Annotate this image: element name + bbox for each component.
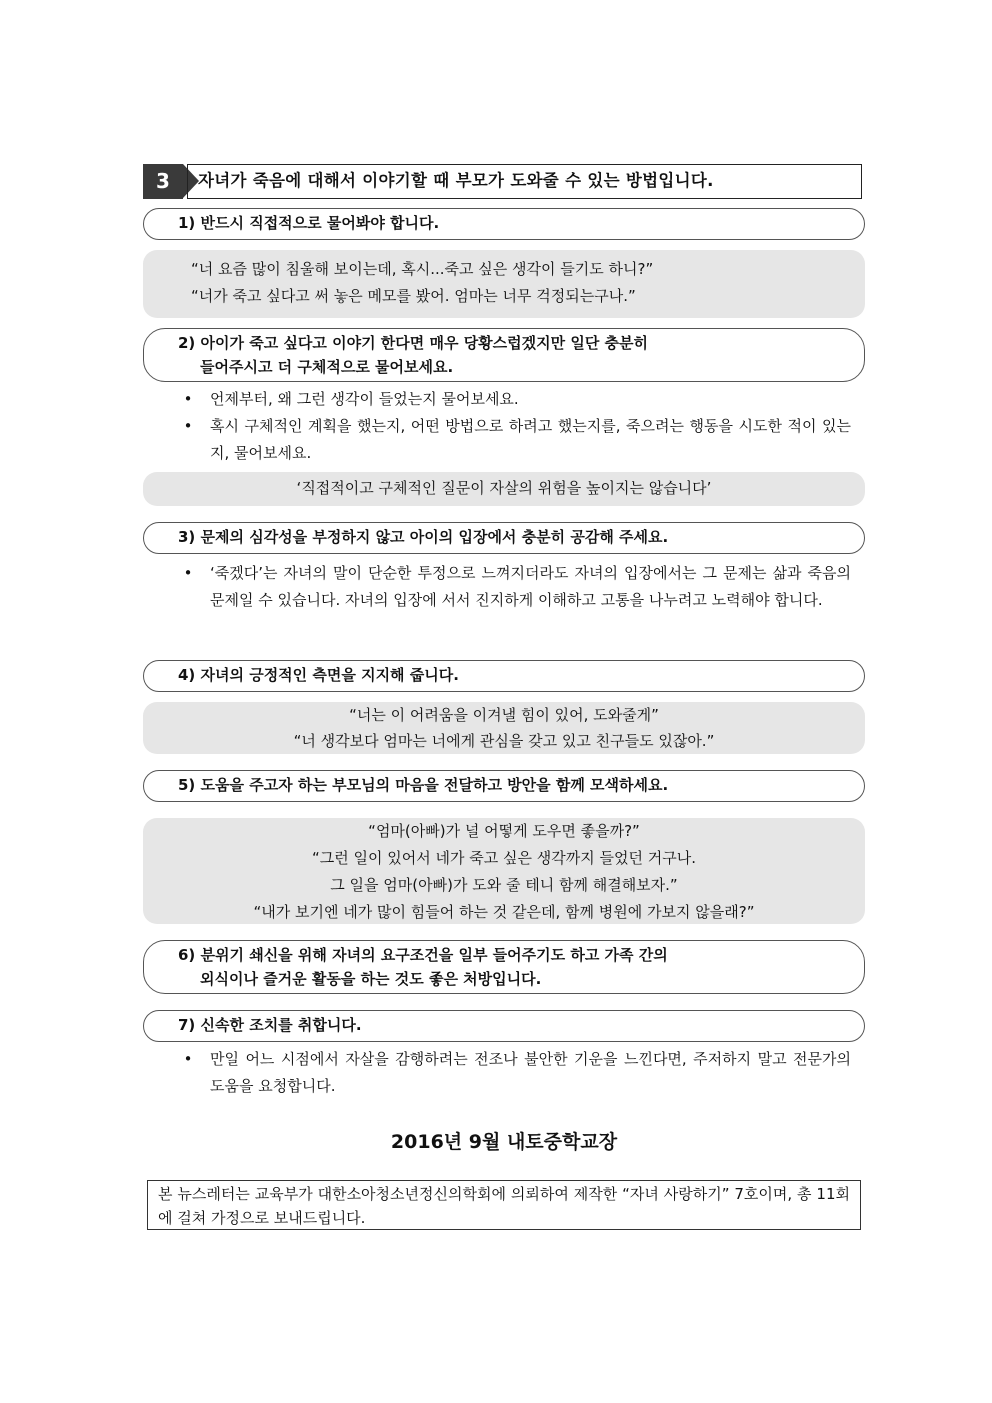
notice-box: 본 뉴스레터는 교육부가 대한소아청소년정신의학회에 의뢰하여 제작한 “자녀 사랑하기” 7호이며, 총 11회에 걸쳐 가정으로 보내드립니다. xyxy=(147,1180,861,1230)
item-heading-line: 들어주시고 더 구체적으로 물어보세요. xyxy=(200,358,454,376)
section-header xyxy=(143,164,862,199)
bullet-list-3 xyxy=(183,560,851,614)
quote-box-1 xyxy=(143,250,865,318)
item-heading-line: 외식이나 즐거운 활동을 하는 것도 좋은 처방입니다. xyxy=(200,970,542,988)
note-text: ‘직접적이고 구체적인 질문이 자살의 위험을 높이지는 않습니다’ xyxy=(296,479,712,497)
bullet-text: ‘죽겠다’는 자녀의 말이 단순한 투정으로 느껴지더라도 자녀의 입장에서는 그 문제는 삶과 죽음의 문제일 수 있습니다. 자녀의 입장에 서서 진지하게 이해하고 고통을 나누려고 노력해야 합니다. xyxy=(210,564,851,609)
item-heading-7: 7) 신속한 조치를 취합니다. xyxy=(143,1010,865,1042)
quote-line: “내가 보기엔 네가 많이 힘들어 하는 것 같은데, 함께 병원에 가보지 않을래?” xyxy=(253,903,755,921)
item-heading-6 xyxy=(143,940,865,994)
list-item xyxy=(183,413,851,467)
quote-line: “그런 일이 있어서 네가 죽고 싶은 생각까지 들었던 거구나. xyxy=(312,849,696,867)
item-heading-2 xyxy=(143,328,865,382)
item-heading-line: 2) 아이가 죽고 싶다고 이야기 한다면 매우 당황스럽겠지만 일단 충분히 xyxy=(178,334,649,352)
bullet-text: 언제부터, 왜 그런 생각이 들었는지 물어보세요. xyxy=(210,390,519,408)
bullet-text: 만일 어느 시점에서 자살을 감행하려는 전조나 불안한 기운을 느낀다면, 주저하지 말고 전문가의 도움을 요청합니다. xyxy=(210,1050,851,1095)
note-box-2 xyxy=(143,472,865,506)
bullet-list-7 xyxy=(183,1046,851,1100)
bullet-icon: • xyxy=(183,564,193,582)
bullet-list-2 xyxy=(183,386,851,467)
quote-line: “너가 죽고 싶다고 써 놓은 메모를 봤어. 엄마는 너무 걱정되는구나.” xyxy=(191,287,636,305)
footer-title: 2016년 9월 내토중학교장 xyxy=(390,1131,618,1153)
quote-line: 그 일을 엄마(아빠)가 도와 줄 테니 함께 해결해보자.” xyxy=(330,876,678,894)
item-heading-3: 3) 문제의 심각성을 부정하지 않고 아이의 입장에서 충분히 공감해 주세요. xyxy=(143,522,865,554)
quote-box-4 xyxy=(143,702,865,754)
list-item xyxy=(183,1046,851,1100)
quote-line: “엄마(아빠)가 널 어떻게 도우면 좋을까?” xyxy=(368,822,640,840)
item-heading-5: 5) 도움을 주고자 하는 부모님의 마음을 전달하고 방안을 함께 모색하세요. xyxy=(143,770,865,802)
section-title: 자녀가 죽음에 대해서 이야기할 때 부모가 도와줄 수 있는 방법입니다. xyxy=(187,164,862,199)
item-heading-4: 4) 자녀의 긍정적인 측면을 지지해 줍니다. xyxy=(143,660,865,692)
quote-line: “너 생각보다 엄마는 너에게 관심을 갖고 있고 친구들도 있잖아.” xyxy=(293,732,715,750)
item-heading-1: 1) 반드시 직접적으로 물어봐야 합니다. xyxy=(143,208,865,240)
quote-box-5 xyxy=(143,818,865,924)
item-heading-line: 6) 분위기 쇄신을 위해 자녀의 요구조건을 일부 들어주기도 하고 가족 간의 xyxy=(178,946,668,964)
bullet-text: 혹시 구체적인 계획을 했는지, 어떤 방법으로 하려고 했는지를, 죽으려는 행동을 시도한 적이 있는지, 물어보세요. xyxy=(210,417,851,462)
bullet-icon: • xyxy=(183,417,193,435)
quote-line: “너 요즘 많이 침울해 보이는데, 혹시...죽고 싶은 생각이 들기도 하니?” xyxy=(191,260,654,278)
bullet-icon: • xyxy=(183,1050,193,1068)
list-item xyxy=(183,560,851,614)
list-item xyxy=(183,386,851,413)
section-number: 3 xyxy=(143,164,183,199)
bullet-icon: • xyxy=(183,390,193,408)
quote-line: “너는 이 어려움을 이겨낼 힘이 있어, 도와줄게” xyxy=(349,706,659,724)
